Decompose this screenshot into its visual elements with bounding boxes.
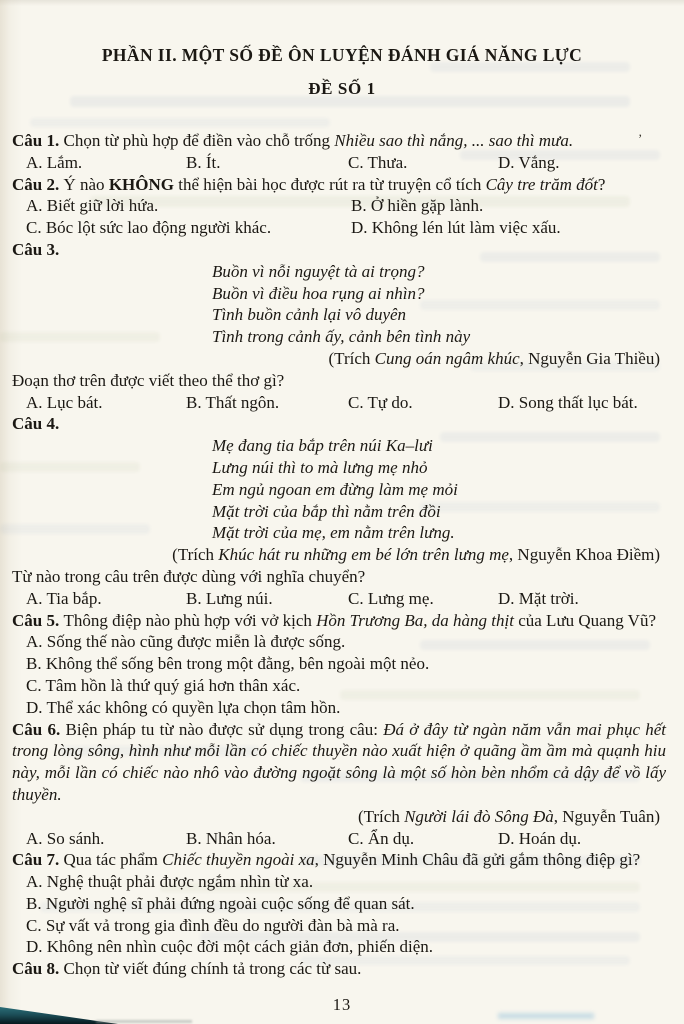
option-d: D. Không lén lút làm việc xấu. <box>351 218 561 238</box>
question-2-options-row-2 <box>0 217 684 239</box>
question-1-label: Câu 1. <box>12 131 60 150</box>
exam-number-title: ĐỀ SỐ 1 <box>308 79 376 98</box>
question-5-play-title: Hồn Trương Ba, da hàng thịt <box>316 610 514 630</box>
question-1-options <box>0 152 684 174</box>
question-3-question: Đoạn thơ trên được viết theo thể thơ gì? <box>12 370 285 390</box>
question-2-story-title: Cây tre trăm đốt <box>485 174 598 194</box>
question-2-text-mid: thể hiện bài học được rút ra từ truyện cổ tích <box>173 174 486 194</box>
question-3-header <box>0 239 684 261</box>
source-author: , Nguyễn Gia Thiều) <box>519 348 660 368</box>
question-2-options-row-1 <box>0 195 684 217</box>
question-3-label: Câu 3. <box>12 239 60 259</box>
question-1-proverb: Nhiều sao thì nắng, ... sao thì mưa. <box>334 131 574 150</box>
option-b: B. Người nghệ sĩ phải đứng ngoài cuộc sống để quan sát. <box>26 893 415 913</box>
option-b: B. Ở hiền gặp lành. <box>351 196 484 216</box>
question-7-stem <box>0 849 684 871</box>
question-6-label: Câu 6. <box>12 719 61 739</box>
document-header <box>0 0 684 100</box>
question-5-stem <box>0 610 684 632</box>
question-8-stem <box>0 958 684 980</box>
question-8-label: Câu 8. <box>12 959 60 979</box>
scan-edge-line <box>96 1020 192 1023</box>
question-7-story-title: Chiếc thuyền ngoài xa <box>162 850 315 870</box>
option-d: D. Vắng. <box>498 152 560 172</box>
source-prefix: (Trích <box>172 545 219 565</box>
question-4-header <box>0 413 684 435</box>
source-work-title: Người lái đò Sông Đà <box>404 806 554 826</box>
section-title: PHẦN II. MỘT SỐ ĐỀ ÔN LUYỆN ĐÁNH GIÁ NĂNG LỰC <box>101 45 583 65</box>
questions-block <box>0 130 684 1016</box>
source-author: , Nguyễn Khoa Điềm) <box>508 545 660 565</box>
question-7-options <box>0 871 684 958</box>
source-work-title: Khúc hát ru những em bé lớn trên lưng mẹ <box>218 545 509 565</box>
option-c: C. Tâm hồn là thứ quý giá hơn thân xác. <box>26 675 301 695</box>
option-c: C. Bóc lột sức lao động người khác. <box>26 218 272 238</box>
option-a: A. So sánh. <box>26 828 105 848</box>
question-5-options <box>0 631 684 718</box>
question-3-options <box>0 392 684 414</box>
option-a: A. Lắm. <box>26 152 83 172</box>
option-a: A. Nghệ thuật phải được ngắm nhìn từ xa. <box>26 872 314 892</box>
question-5-label: Câu 5. <box>12 610 60 630</box>
question-4-question: Từ nào trong câu trên được dùng với nghĩa chuyển? <box>12 566 366 586</box>
question-3-poem <box>0 261 684 348</box>
option-b: B. Nhân hóa. <box>186 828 276 848</box>
question-2-stem <box>0 174 684 196</box>
option-d: D. Hoán dụ. <box>498 828 582 848</box>
question-4-source <box>0 544 684 566</box>
poem-line: Buồn vì nỗi nguyệt tà ai trọng? <box>212 261 425 281</box>
option-d: D. Mặt trời. <box>498 588 579 608</box>
question-6-quote: Đá ở đây từ ngàn năm vẫn mai phục hết trong lòng sông, hình như mỗi lần có chiếc thuyền nào xuất hiện ở quãng ầm ầm mà quạnh hiu này, mỗi lần có chiếc nào nhô vào đường ngoặt sông là một số hòn bèn nhổm cả dậy để vồ lấy thuyền. <box>12 719 667 804</box>
question-6-stem <box>0 719 684 806</box>
question-4-label: Câu 4. <box>12 414 60 434</box>
source-prefix: (Trích <box>328 348 375 368</box>
option-b: B. Không thể sống bên trong một đằng, bên ngoài một nẻo. <box>26 654 430 674</box>
option-c: C. Thưa. <box>348 152 408 172</box>
scan-stray-mark: ’ <box>638 131 643 146</box>
poem-line: Mặt trời của bắp thì nằm trên đồi <box>212 501 441 521</box>
option-d: D. Thể xác không có quyền lựa chọn tâm hồn. <box>26 697 341 717</box>
option-d: D. Không nên nhìn cuộc đời một cách giản đơn, phiến diện. <box>26 937 434 957</box>
source-work-title: Cung oán ngâm khúc <box>374 348 520 368</box>
page-number: 13 <box>332 995 352 1015</box>
option-b: B. Thất ngôn. <box>186 392 280 412</box>
question-5-text: Thông điệp nào phù hợp với vở kịch <box>63 610 317 630</box>
option-d: D. Song thất lục bát. <box>498 392 638 412</box>
question-6-options <box>0 828 684 850</box>
question-2-keyword: KHÔNG <box>108 174 174 194</box>
poem-line: Mẹ đang tia bắp trên núi Ka–lưi <box>212 436 433 456</box>
question-7-label: Câu 7. <box>12 850 60 870</box>
option-b: B. Ít. <box>186 152 221 172</box>
poem-line: Lưng núi thì to mà lưng mẹ nhỏ <box>212 457 428 477</box>
option-a: A. Sống thế nào cũng được miễn là được sống. <box>26 632 346 652</box>
question-4-poem <box>0 435 684 544</box>
poem-line: Tình trong cảnh ấy, cảnh bên tình này <box>212 327 471 347</box>
option-c: C. Ẩn dụ. <box>348 828 415 848</box>
source-author: , Nguyễn Tuân) <box>553 806 660 826</box>
option-a: A. Lục bát. <box>26 392 103 412</box>
poem-line: Tình buồn cảnh lại vô duyên <box>212 305 407 325</box>
poem-line: Buồn vì điều hoa rụng ai nhìn? <box>212 283 425 303</box>
question-7-text: Qua tác phẩm <box>63 850 163 870</box>
question-1-stem <box>0 130 684 152</box>
option-b: B. Lưng núi. <box>186 588 273 608</box>
question-1-text: Chọn từ phù hợp để điền vào chỗ trống <box>63 131 335 150</box>
poem-line: Mặt trời của mẹ, em nằm trên lưng. <box>212 523 455 543</box>
question-4-options <box>0 588 684 610</box>
poem-line: Em ngủ ngoan em đừng làm mẹ mỏi <box>212 479 458 499</box>
question-5-text-end: của Lưu Quang Vũ? <box>513 610 656 630</box>
option-a: A. Tia bắp. <box>26 588 102 608</box>
source-prefix: (Trích <box>357 806 405 826</box>
question-8-text: Chọn từ viết đúng chính tả trong các từ sau. <box>63 959 362 979</box>
question-2-text: Ý nào <box>63 174 109 194</box>
option-c: C. Lưng mẹ. <box>348 588 434 608</box>
option-a: A. Biết giữ lời hứa. <box>26 196 159 216</box>
question-6-source <box>0 806 684 828</box>
question-3-source <box>0 348 684 370</box>
question-6-text: Biện pháp tu từ nào được sử dụng trong câu: <box>65 719 384 739</box>
option-c: C. Tự do. <box>348 392 413 412</box>
question-2-text-end: ? <box>597 174 606 194</box>
question-7-text-end: , Nguyễn Minh Châu đã gửi gắm thông điệp gì? <box>314 850 641 870</box>
option-c: C. Sự vất vả trong gia đình đều do người đàn bà mà ra. <box>26 915 400 935</box>
question-2-label: Câu 2. <box>12 174 60 194</box>
